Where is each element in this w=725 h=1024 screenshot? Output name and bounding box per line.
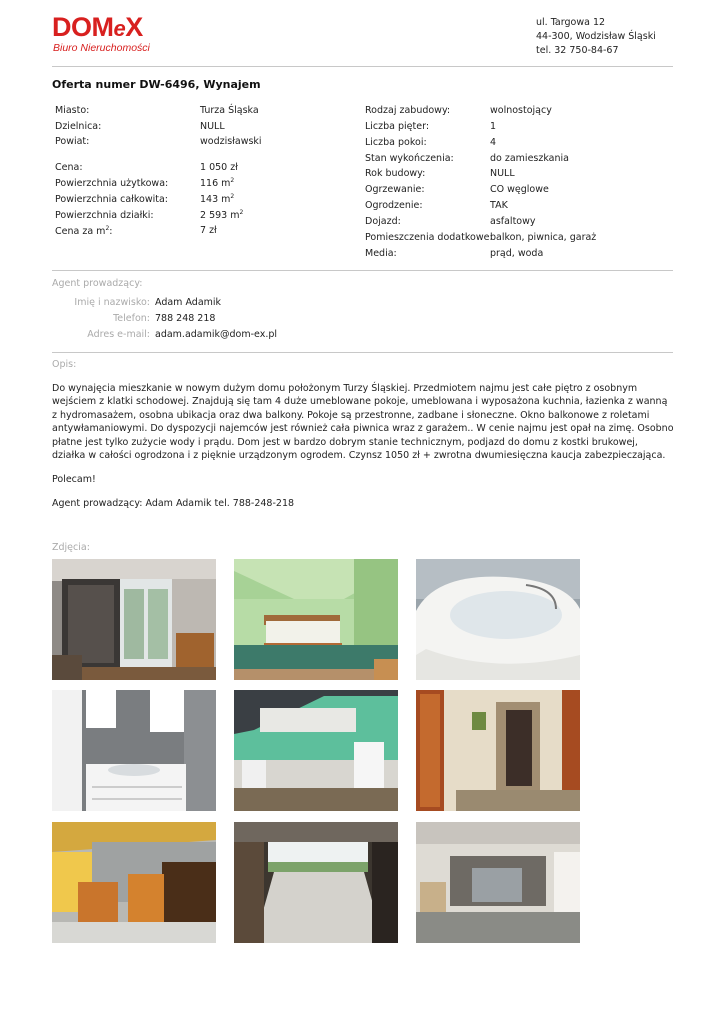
garage-entrance-photo[interactable] (234, 822, 398, 943)
photos-section-label: Zdjęcia: (52, 542, 90, 553)
detail-value-rooms: 4 (490, 137, 497, 148)
detail-label-district: Dzielnica: (55, 121, 102, 132)
agent-name: Adam Adamik (155, 297, 222, 308)
agent-contact-line: Agent prowadzący: Adam Adamik tel. 788-248-218 (52, 498, 295, 509)
kitchen-photo[interactable] (234, 690, 398, 811)
agent-email-label: Adres e-mail: (87, 329, 150, 340)
company-logo-subtitle: Biuro Nieruchomości (53, 42, 150, 54)
detail-label-price: Cena: (55, 162, 83, 173)
address-phone: tel. 32 750-84-67 (536, 45, 619, 56)
detail-label-heating: Ogrzewanie: (365, 184, 425, 195)
detail-label-floors: Liczba pięter: (365, 121, 430, 132)
description-text: Do wynajęcia mieszkanie w nowym dużym domu położonym Turzy Śląskiej. Przedmiotem najmu jest całe piętro z osobnym wejściem z klatki schodowej. Znajdują się tam 4 duże umeblowane pokoje, umeblowana i wyposażona kuchnia, łazienka z wanną z hydromasażem, osobna ubikacja oraz dwa balkony. Pokoje są przestronne, zadbane i słoneczne. Okno balkonowe z roletami antywłamaniowymi. Do dyspozycji najemców jest również cała piwnica wraz z garażem.. W cenie najmu jest opał na zimę. Osobno płatne jest tylko zużycie wody i prądu. Dom jest w bardzo dobrym stanie technicznym, podjazd do domu z kostki brukowej, działka w całości ogrodzona i z pięknie urządzonym ogrodem. Czynsz 1050 zł + zwrotna dwumiesięczna kaucja zabezpieczająca. (52, 383, 674, 462)
recommend-text: Polecam! (52, 474, 96, 485)
detail-value-price-per-m2: 7 zł (200, 225, 217, 236)
balcony-photo[interactable] (52, 822, 216, 943)
detail-label-building-type: Rodzaj zabudowy: (365, 105, 451, 116)
detail-value-floors: 1 (490, 121, 497, 132)
detail-label-usable-area: Powierzchnia użytkowa: (55, 178, 169, 189)
divider (52, 270, 673, 271)
detail-label-fence: Ogrodzenie: (365, 200, 423, 211)
detail-value-heating: CO węglowe (490, 184, 549, 195)
detail-value-access-road: asfaltowy (490, 216, 536, 227)
living-room-photo[interactable] (52, 559, 216, 680)
detail-label-rooms: Liczba pokoi: (365, 137, 427, 148)
agent-phone-label: Telefon: (113, 313, 150, 324)
detail-label-utilities: Media: (365, 248, 397, 259)
company-logo: DOMeX (52, 12, 143, 42)
offer-title: Oferta numer DW-6496, Wynajem (52, 78, 261, 91)
agent-phone[interactable]: 788 248 218 (155, 313, 216, 324)
detail-value-usable-area: 116 $m^2$ (200, 177, 235, 190)
detail-value-extra-rooms: balkon, piwnica, garaż (490, 232, 597, 243)
hallway-photo[interactable] (416, 690, 580, 811)
detail-value-finish: do zamieszkania (490, 153, 569, 164)
detail-label-year-built: Rok budowy: (365, 168, 426, 179)
bathroom-sink-photo[interactable] (52, 690, 216, 811)
detail-label-access-road: Dojazd: (365, 216, 401, 227)
detail-value-city: Turza Śląska (200, 105, 259, 116)
detail-label-extra-rooms: Pomieszczenia dodatkowe: (365, 232, 493, 243)
detail-label-county: Powiat: (55, 136, 90, 147)
detail-value-utilities: prąd, woda (490, 248, 544, 259)
divider (52, 66, 673, 67)
detail-value-plot-area: 2 593 $m^2$ (200, 209, 244, 222)
detail-value-building-type: wolnostojący (490, 105, 552, 116)
detail-value-price: 1 050 zł (200, 162, 238, 173)
detail-label-plot-area: Powierzchnia działki: (55, 210, 154, 221)
detail-label-finish: Stan wykończenia: (365, 153, 454, 164)
garage-interior-photo[interactable] (416, 822, 580, 943)
agent-name-label: Imię i nazwisko: (74, 297, 150, 308)
divider (52, 352, 673, 353)
detail-value-county: wodzisławski (200, 136, 262, 147)
agent-email[interactable]: adam.adamik@dom-ex.pl (155, 329, 278, 340)
bathtub-photo[interactable] (416, 559, 580, 680)
bedroom-photo[interactable] (234, 559, 398, 680)
address-city: 44-300, Wodzisław Śląski (536, 31, 656, 42)
detail-value-district: NULL (200, 121, 225, 132)
detail-value-fence: TAK (490, 200, 508, 211)
description-section-label: Opis: (52, 359, 77, 370)
address-street: ul. Targowa 12 (536, 17, 606, 28)
detail-label-total-area: Powierzchnia całkowita: (55, 194, 168, 205)
detail-label-city: Miasto: (55, 105, 90, 116)
detail-value-year-built: NULL (490, 168, 515, 179)
detail-label-price-per-m2: Cena za $m^2$: (55, 225, 113, 238)
agent-section-label: Agent prowadzący: (52, 278, 143, 289)
detail-value-total-area: 143 $m^2$ (200, 193, 235, 206)
